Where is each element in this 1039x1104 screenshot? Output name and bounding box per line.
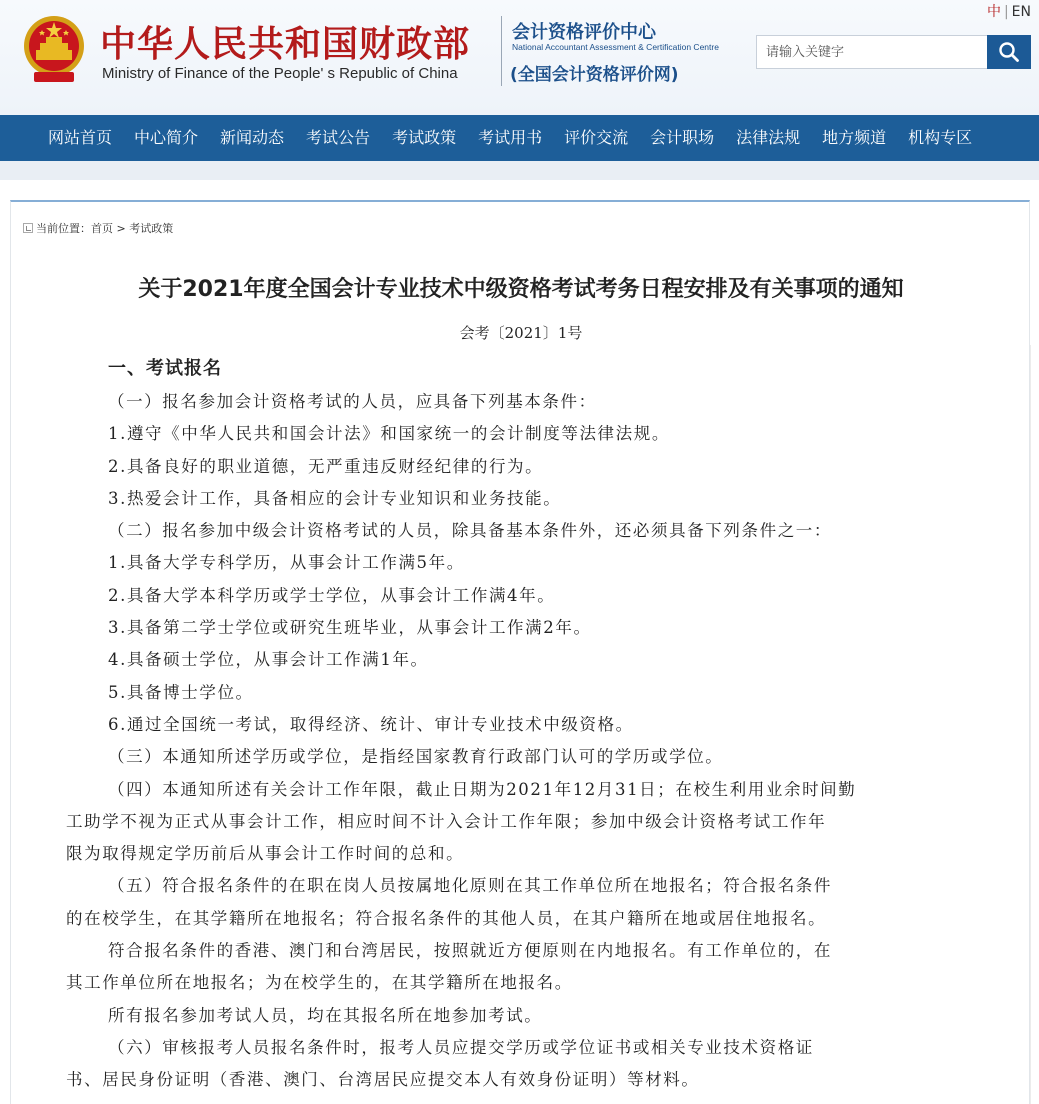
article-paragraph: 3.具备第二学士学位或研究生班毕业，从事会计工作满2年。 [108,618,592,638]
article-paragraph: 1.遵守《中华人民共和国会计法》和国家统一的会计制度等法律法规。 [108,424,670,444]
lang-chinese-link[interactable]: 中 [986,4,1001,20]
article-paragraph: 4.具备硕士学位，从事会计工作满1年。 [108,650,429,670]
right-edge-panel [1030,345,1039,1104]
search-icon [998,41,1020,63]
article-paragraph: （一）报名参加会计资格考试的人员，应具备下列基本条件： [108,392,597,411]
lang-separator: | [1003,4,1009,20]
breadcrumb-home-link[interactable]: 首页 [91,222,113,235]
search-button[interactable] [987,35,1031,69]
article-paragraph: 其工作单位所在地报名；为在校学生的，在其学籍所在地报名。 [66,973,573,993]
site-title[interactable]: 中华人民共和国财政部 [100,24,471,65]
nav-item-exam-announcements[interactable]: 考试公告 [306,128,371,147]
breadcrumb-current-link[interactable]: 考试政策 [129,222,174,235]
article-paragraph: 工助学不视为正式从事会计工作，相应时间不计入会计工作年限；参加中级会计资格考试工作年 [66,811,827,831]
nav-item-home[interactable]: 网站首页 [48,128,113,147]
article-paragraph: 限为取得规定学历前后从事会计工作时间的总和。 [66,844,465,864]
article-paragraph: （五）符合报名条件的在职在岗人员按属地化原则在其工作单位所在地报名；符合报名条件 [108,876,832,896]
lang-english-link[interactable]: EN [1011,4,1031,20]
nav-item-news[interactable]: 新闻动态 [220,128,285,147]
document-number: 会考〔2021〕1号 [459,324,583,342]
section-heading: 一、考试报名 [108,358,222,379]
article-title: 关于2021年度全国会计专业技术中级资格考试考务日程安排及有关事项的通知 [138,277,904,302]
breadcrumb-icon [23,223,33,233]
article-paragraph: （二）报名参加中级会计资格考试的人员，除具备基本条件外，还必须具备下列条件之一： [108,521,832,541]
center-name-english[interactable]: National Accountant Assessment & Certification Centre [512,42,719,52]
nav-item-institution-zone[interactable]: 机构专区 [908,128,973,147]
article-paragraph: 2.具备大学本科学历或学士学位，从事会计工作满4年。 [108,585,556,605]
header-divider [501,16,502,86]
breadcrumb-prefix: 当前位置： [36,222,91,235]
site-alias[interactable]: (全国会计资格评价网) [510,65,679,85]
search-input[interactable] [756,35,988,69]
nav-item-about[interactable]: 中心简介 [134,128,199,147]
article-paragraph: 符合报名条件的香港、澳门和台湾居民，按照就近方便原则在内地报名。有工作单位的，在 [108,941,832,961]
main-nav [0,115,1039,161]
article-paragraph: 书、居民身份证明（香港、澳门、台湾居民应提交本人有效身份证明）等材料。 [66,1070,700,1090]
nav-list [37,115,983,161]
nav-item-accounting-careers[interactable]: 会计职场 [650,128,715,147]
article-paragraph: 2.具备良好的职业道德，无严重违反财经纪律的行为。 [108,456,544,476]
article-paragraph: 1.具备大学专科学历，从事会计工作满5年。 [108,553,465,573]
article-paragraph: 的在校学生，在其学籍所在地报名；符合报名条件的其他人员，在其户籍所在地或居住地报名。 [66,908,827,928]
national-emblem-icon[interactable] [22,12,86,86]
article-paragraph: （四）本通知所述有关会计工作年限，截止日期为2021年12月31日；在校生利用业余时间勤 [108,779,857,799]
center-name[interactable]: 会计资格评价中心 [512,22,656,43]
article-paragraph: （六）审核报考人员报名条件时，报考人员应提交学历或学位证书或相关专业技术资格证 [108,1037,814,1057]
site-title-english[interactable]: Ministry of Finance of the People' s Republic of China [102,65,458,82]
article-paragraph: 3.热爱会计工作，具备相应的会计专业知识和业务技能。 [108,488,562,508]
site-header [0,0,1039,115]
nav-item-exam-books[interactable]: 考试用书 [478,128,543,147]
article-paragraph: 所有报名参加考试人员，均在其报名所在地参加考试。 [108,1005,543,1025]
nav-item-laws-regulations[interactable]: 法律法规 [736,128,801,147]
language-switch [987,1,1031,21]
article-container [10,200,1030,1104]
article-body [66,352,986,1097]
article-paragraph: 5.具备博士学位。 [108,682,254,702]
nav-shadow-strip [0,161,1039,180]
breadcrumb [23,220,173,236]
article-paragraph: （三）本通知所述学历或学位，是指经国家教育行政部门认可的学历或学位。 [108,747,724,767]
nav-item-local-channels[interactable]: 地方频道 [822,128,887,147]
nav-item-exam-policy[interactable]: 考试政策 [392,128,457,147]
article-paragraph: 6.通过全国统一考试，取得经济、统计、审计专业技术中级资格。 [108,714,634,734]
nav-item-evaluation-exchange[interactable]: 评价交流 [564,128,629,147]
breadcrumb-separator: > [113,222,130,235]
